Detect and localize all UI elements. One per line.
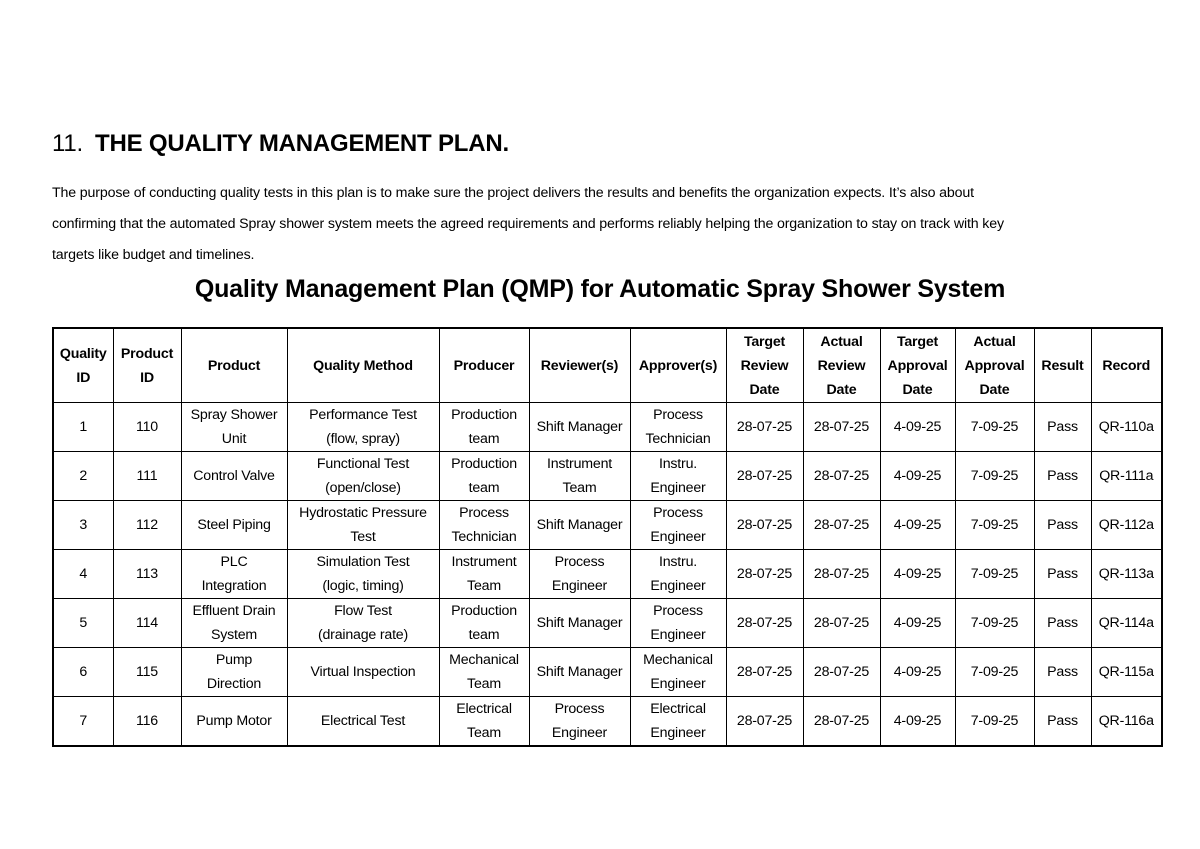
cell-text-line: QR-113a [1098,566,1154,582]
cell-text-line: 4-09-25 [893,468,942,484]
cell-text-line: Shift Manager [536,419,623,435]
cell-text-line: 7-09-25 [970,419,1019,435]
cell-approvers [630,452,726,501]
cell-text-line: 111 [136,468,158,484]
cell-text-line: Pass [1047,517,1078,533]
cell-text-line: 4 [79,566,88,582]
table-row [53,697,1162,747]
header-target-review-date [726,328,803,403]
cell-text-line: PLC [220,554,248,570]
header-record [1091,328,1162,403]
cell-text-line: Pass [1047,615,1078,631]
cell-text-line: 4-09-25 [893,664,942,680]
cell-text-line: ID [140,369,154,386]
cell-quality-method [287,403,439,452]
cell-producer [439,599,529,648]
intro-line: confirming that the automated Spray shower system meets the agreed requirements and performs reliably helping the organization to stay on track with key [52,216,1004,232]
table-row [53,648,1162,697]
cell-actual-review-date [803,550,880,599]
cell-quality-method [287,452,439,501]
cell-text-line: Team [467,676,501,692]
cell-target-review-date [726,550,803,599]
cell-producer [439,501,529,550]
cell-text-line: Approver(s) [638,357,718,374]
cell-reviewers [529,501,630,550]
cell-quality-id [53,648,113,697]
cell-reviewers [529,697,630,747]
cell-record [1091,452,1162,501]
header-producer [439,328,529,403]
cell-product-id [113,501,181,550]
cell-text-line: Steel Piping [197,517,271,533]
cell-result [1034,403,1091,452]
cell-target-review-date [726,599,803,648]
cell-text-line: Producer [453,357,515,374]
header-product-id [113,328,181,403]
header-result [1034,328,1091,403]
cell-text-line: QR-112a [1098,517,1154,533]
cell-text-line: Hydrostatic Pressure [299,505,427,521]
cell-text-line: 28-07-25 [736,419,793,435]
cell-text-line: 3 [79,517,88,533]
cell-product [181,550,287,599]
cell-text-line: Technician [645,431,711,447]
section-number: 11. [52,130,83,157]
cell-text-line: ID [76,369,91,386]
cell-text-line: (drainage rate) [317,627,409,643]
cell-quality-id [53,550,113,599]
cell-approvers [630,648,726,697]
cell-actual-approval-date [955,501,1034,550]
cell-actual-review-date [803,403,880,452]
header-approvers [630,328,726,403]
header-quality-id [53,328,113,403]
cell-reviewers [529,648,630,697]
cell-target-approval-date [880,648,955,697]
cell-text-line: Process [554,701,605,717]
cell-text-line: 2 [79,468,88,484]
cell-text-line: 4-09-25 [893,517,942,533]
cell-target-approval-date [880,599,955,648]
cell-text-line: Pass [1047,664,1078,680]
cell-text-line: Production [451,603,517,619]
cell-text-line: 112 [135,517,159,533]
cell-text-line: Engineer [650,578,706,594]
table-title: Quality Management Plan (QMP) for Automatic Spray Shower System [194,275,1006,303]
cell-text-line: Date [826,381,857,398]
cell-text-line: QR-115a [1098,664,1154,680]
header-product [181,328,287,403]
cell-text-line: 113 [135,566,159,582]
cell-text-line: 7-09-25 [970,713,1019,729]
cell-text-line: 4-09-25 [893,713,942,729]
cell-text-line: Integration [201,578,267,594]
cell-text-line: Electrical [650,701,706,717]
cell-quality-method [287,648,439,697]
cell-text-line: Record [1102,357,1151,374]
cell-product-id [113,550,181,599]
cell-text-line: (open/close) [325,480,401,496]
cell-text-line: Pass [1047,468,1078,484]
cell-target-review-date [726,648,803,697]
cell-reviewers [529,599,630,648]
table-row [53,550,1162,599]
cell-product [181,452,287,501]
cell-text-line: Date [979,381,1010,398]
cell-actual-approval-date [955,648,1034,697]
cell-text-line: 4-09-25 [893,566,942,582]
cell-producer [439,550,529,599]
cell-quality-method [287,550,439,599]
cell-text-line: Approval [887,357,948,374]
cell-result [1034,501,1091,550]
cell-text-line: Team [467,725,501,741]
cell-text-line: 1 [79,419,88,435]
cell-text-line: 6 [79,664,88,680]
cell-actual-review-date [803,648,880,697]
cell-text-line: 110 [135,419,159,435]
cell-text-line: 116 [135,713,159,729]
cell-actual-approval-date [955,452,1034,501]
cell-target-approval-date [880,550,955,599]
cell-text-line: 5 [79,615,88,631]
cell-target-approval-date [880,697,955,747]
cell-approvers [630,599,726,648]
cell-text-line: 28-07-25 [813,615,870,631]
section-title: THE QUALITY MANAGEMENT PLAN. [94,130,509,157]
cell-text-line: Actual [820,333,863,350]
cell-text-line: 7-09-25 [970,566,1019,582]
cell-product-id [113,697,181,747]
cell-approvers [630,501,726,550]
cell-product-id [113,452,181,501]
cell-text-line: QR-110a [1098,419,1154,435]
header-target-approval-date [880,328,955,403]
table-row [53,501,1162,550]
cell-text-line: 7-09-25 [970,664,1019,680]
cell-text-line: Shift Manager [536,664,623,680]
cell-target-review-date [726,403,803,452]
cell-producer [439,452,529,501]
cell-text-line: Engineer [551,578,608,594]
cell-result [1034,452,1091,501]
cell-text-line: 28-07-25 [813,419,870,435]
cell-text-line: team [468,431,500,447]
cell-text-line: Result [1041,357,1084,374]
cell-target-approval-date [880,403,955,452]
cell-text-line: Technician [451,529,517,545]
cell-text-line: QR-111a [1099,468,1154,484]
cell-text-line: 7 [79,713,88,729]
cell-text-line: Unit [221,431,247,447]
intro-paragraph [52,178,1152,271]
cell-reviewers [529,403,630,452]
cell-text-line: Quality Method [313,357,413,374]
cell-text-line: 28-07-25 [736,468,793,484]
cell-actual-approval-date [955,599,1034,648]
cell-text-line: Engineer [650,480,706,496]
cell-text-line: Functional Test [316,456,410,472]
cell-text-line: Process [554,554,605,570]
cell-quality-method [287,501,439,550]
header-actual-review-date [803,328,880,403]
cell-text-line: Pass [1047,713,1078,729]
cell-text-line: Date [902,381,933,398]
cell-text-line: 28-07-25 [736,566,793,582]
cell-quality-id [53,452,113,501]
section-heading [52,130,509,158]
cell-text-line: 28-07-25 [736,713,793,729]
cell-text-line: Process [653,407,703,423]
cell-text-line: QR-116a [1098,713,1154,729]
cell-text-line: Target [896,333,939,350]
cell-quality-id [53,501,113,550]
cell-text-line: Actual [973,333,1016,350]
cell-target-review-date [726,452,803,501]
cell-text-line: Engineer [650,529,706,545]
cell-text-line: 7-09-25 [970,468,1019,484]
cell-text-line: Flow Test [334,603,392,619]
cell-text-line: Instrument [546,456,613,472]
cell-text-line: Test [350,529,376,545]
cell-text-line: (flow, spray) [326,431,400,447]
cell-text-line: Team [467,578,501,594]
header-reviewers [529,328,630,403]
cell-text-line: Control Valve [193,468,275,484]
cell-record [1091,403,1162,452]
cell-text-line: Engineer [551,725,608,741]
cell-text-line: (logic, timing) [322,578,404,594]
cell-text-line: Approval [964,357,1025,374]
cell-target-review-date [726,501,803,550]
cell-text-line: Mechanical [643,652,713,668]
cell-producer [439,648,529,697]
cell-text-line: 28-07-25 [813,664,870,680]
cell-product-id [113,648,181,697]
cell-text-line: Production [451,407,517,423]
cell-result [1034,648,1091,697]
cell-result [1034,697,1091,747]
cell-text-line: Instru. [658,554,698,570]
cell-text-line: Process [653,505,703,521]
cell-reviewers [529,452,630,501]
cell-product [181,648,287,697]
cell-text-line: Instru. [658,456,698,472]
cell-text-line: Quality [59,345,107,362]
cell-text-line: 115 [135,664,159,680]
cell-producer [439,403,529,452]
header-quality-method [287,328,439,403]
cell-product [181,501,287,550]
cell-text-line: Engineer [650,627,706,643]
cell-target-approval-date [880,501,955,550]
cell-text-line: team [468,480,500,496]
cell-text-line: Process [459,505,509,521]
cell-text-line: Effluent Drain [192,603,276,619]
cell-text-line: Date [749,381,780,398]
table-row [53,452,1162,501]
cell-text-line: 114 [135,615,159,631]
cell-text-line: Virtual Inspection [310,664,416,680]
intro-line: targets like budget and timelines. [52,247,255,263]
cell-actual-review-date [803,599,880,648]
cell-text-line: Product [207,357,261,374]
cell-text-line: Reviewer(s) [540,357,619,374]
cell-producer [439,697,529,747]
cell-actual-approval-date [955,403,1034,452]
cell-text-line: Production [451,456,517,472]
cell-text-line: Product [120,345,174,362]
cell-quality-id [53,599,113,648]
cell-text-line: Pass [1047,419,1078,435]
cell-text-line: Electrical Test [320,713,406,729]
cell-record [1091,697,1162,747]
table-row [53,403,1162,452]
cell-text-line: Performance Test [309,407,417,423]
cell-actual-review-date [803,697,880,747]
cell-text-line: Shift Manager [536,517,623,533]
table-body [53,403,1162,747]
cell-product [181,599,287,648]
cell-record [1091,599,1162,648]
cell-text-line: Engineer [650,725,706,741]
cell-text-line: 28-07-25 [813,713,870,729]
header-actual-approval-date [955,328,1034,403]
qmp-table [52,327,1163,747]
cell-text-line: 28-07-25 [736,615,793,631]
cell-text-line: Spray Shower [190,407,278,423]
cell-quality-id [53,403,113,452]
cell-text-line: Shift Manager [536,615,623,631]
cell-text-line: Team [562,480,597,496]
cell-approvers [630,697,726,747]
cell-quality-id [53,697,113,747]
cell-text-line: Simulation Test [316,554,410,570]
cell-text-line: 28-07-25 [813,566,870,582]
table-header-row [53,328,1162,403]
cell-text-line: 28-07-25 [736,664,793,680]
cell-text-line: Mechanical [449,652,519,668]
cell-record [1091,501,1162,550]
cell-record [1091,648,1162,697]
cell-quality-method [287,599,439,648]
cell-target-review-date [726,697,803,747]
cell-actual-review-date [803,452,880,501]
cell-text-line: Direction [206,676,262,692]
cell-approvers [630,403,726,452]
cell-text-line: Engineer [650,676,706,692]
cell-text-line: 7-09-25 [970,615,1019,631]
cell-text-line: System [210,627,258,643]
cell-text-line: QR-114a [1098,615,1154,631]
cell-quality-method [287,697,439,747]
cell-text-line: Pass [1047,566,1078,582]
cell-text-line: 7-09-25 [970,517,1019,533]
cell-product [181,697,287,747]
cell-text-line: 28-07-25 [813,517,870,533]
intro-line: The purpose of conducting quality tests in this plan is to make sure the project delivers the results and benefits the organization expects. It’s also about [52,185,974,201]
cell-text-line: Review [817,357,866,374]
cell-product-id [113,403,181,452]
cell-text-line: Electrical [456,701,512,717]
cell-result [1034,550,1091,599]
cell-text-line: Review [740,357,789,374]
cell-approvers [630,550,726,599]
cell-target-approval-date [880,452,955,501]
cell-result [1034,599,1091,648]
cell-record [1091,550,1162,599]
cell-text-line: Process [653,603,703,619]
cell-text-line: team [468,627,500,643]
cell-product-id [113,599,181,648]
cell-product [181,403,287,452]
cell-text-line: 28-07-25 [813,468,870,484]
cell-text-line: 4-09-25 [893,615,942,631]
cell-text-line: 4-09-25 [893,419,942,435]
cell-text-line: Target [743,333,786,350]
cell-text-line: Pump [215,652,253,668]
cell-text-line: Instrument [451,554,517,570]
cell-actual-approval-date [955,697,1034,747]
cell-actual-approval-date [955,550,1034,599]
cell-text-line: 28-07-25 [736,517,793,533]
cell-actual-review-date [803,501,880,550]
cell-text-line: Pump Motor [196,713,272,729]
table-row [53,599,1162,648]
cell-reviewers [529,550,630,599]
